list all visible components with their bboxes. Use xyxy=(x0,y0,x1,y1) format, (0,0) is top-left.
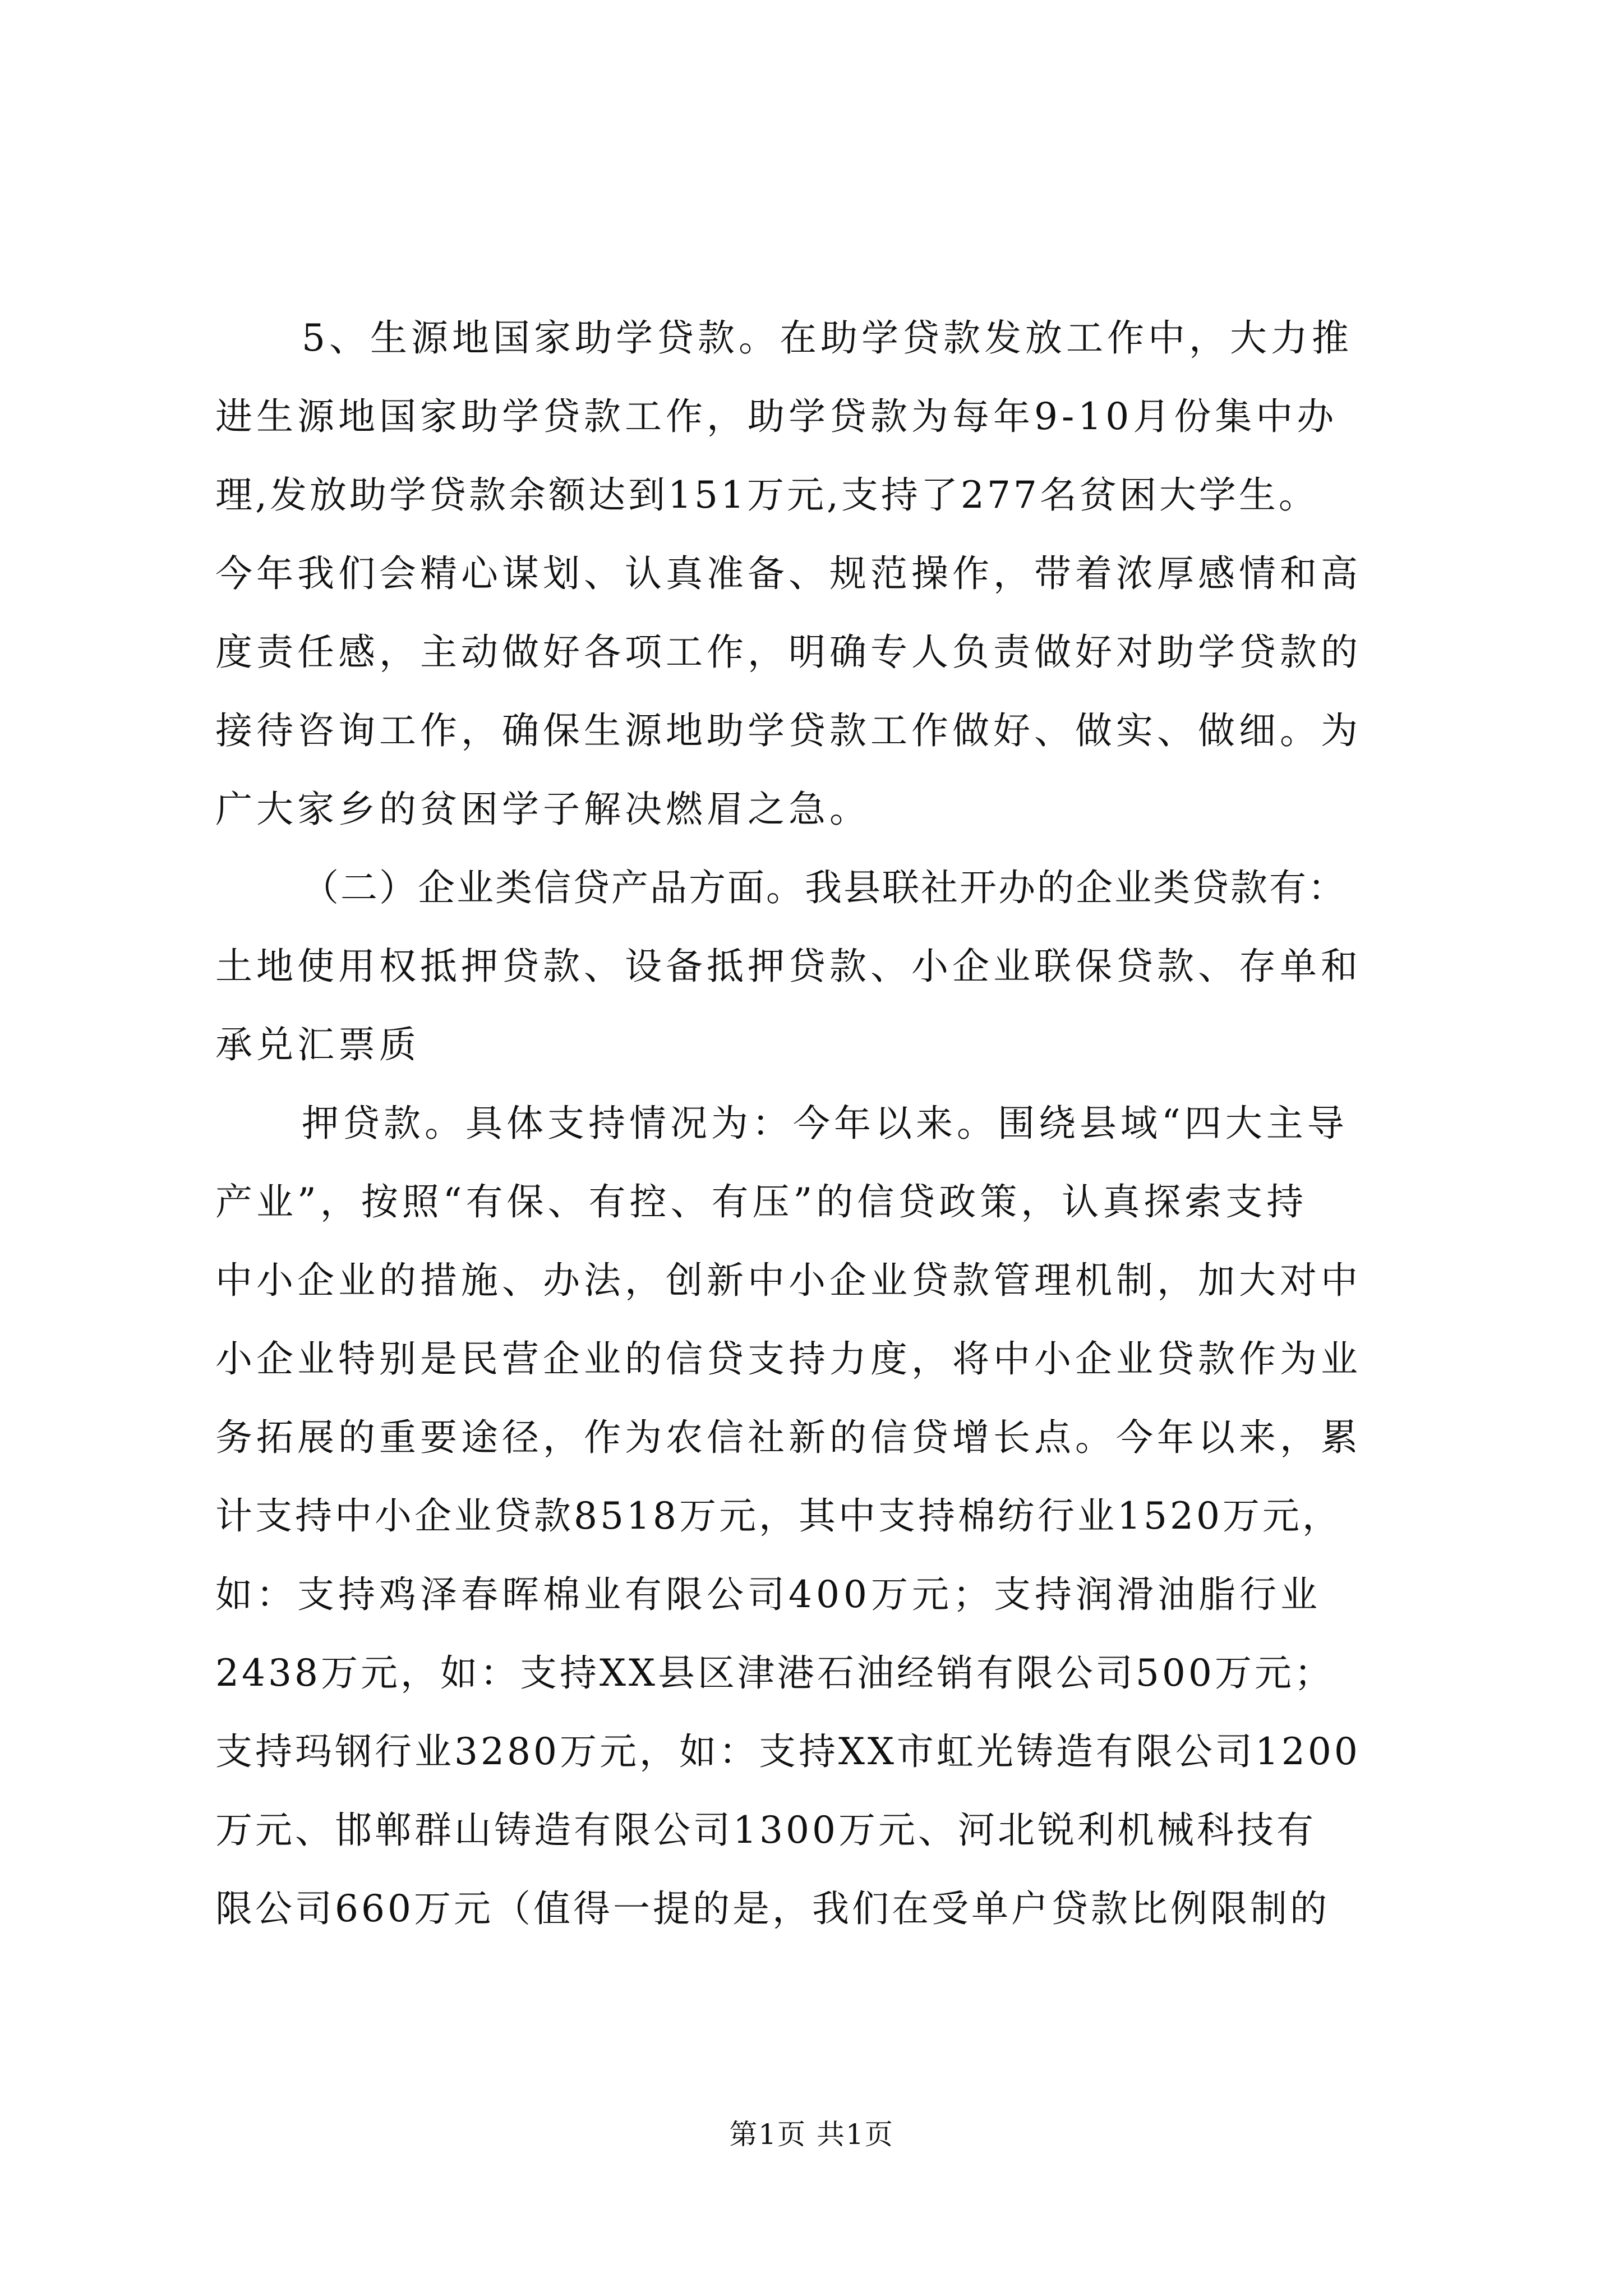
text-line-17: 如：支持鸡泽春晖棉业有限公司400万元；支持润滑油脂行业 xyxy=(215,1573,1321,1616)
text-line-11: 押贷款。具体支持情况为：今年以来。围绕县域“四大主导 xyxy=(302,1102,1348,1145)
text-line-18: 2438万元，如：支持XX县区津港石油经销有限公司500万元； xyxy=(215,1651,1334,1695)
text-line-1: 5、生源地国家助学贷款。在助学贷款发放工作中，大力推 xyxy=(302,316,1353,360)
page-footer: 第1页 共1页 xyxy=(729,2118,894,2151)
text-line-13: 中小企业的措施、办法，创新中小企业贷款管理机制，加大对中 xyxy=(215,1259,1362,1302)
text-line-3: 理,发放助学贷款余额达到151万元,支持了277名贫困大学生。 xyxy=(215,473,1318,517)
text-line-20: 万元、邯郸群山铸造有限公司1300万元、河北锐利机械科技有 xyxy=(215,1809,1316,1852)
text-line-8: （二）企业类信贷产品方面。我县联社开办的企业类贷款有： xyxy=(302,866,1347,909)
text-line-7: 广大家乡的贫困学子解决燃眉之急。 xyxy=(215,788,870,831)
text-line-10: 承兑汇票质 xyxy=(215,1023,420,1066)
text-line-15: 务拓展的重要途径，作为农信社新的信贷增长点。今年以来，累 xyxy=(215,1416,1362,1459)
text-line-21: 限公司660万元（值得一提的是，我们在受单户贷款比例限制的 xyxy=(215,1887,1330,1930)
text-line-9: 土地使用权抵押贷款、设备抵押贷款、小企业联保贷款、存单和 xyxy=(215,945,1362,988)
text-line-16: 计支持中小企业贷款8518万元，其中支持棉纺行业1520万元， xyxy=(215,1494,1342,1538)
text-line-6: 接待咨询工作，确保生源地助学贷款工作做好、做实、做细。为 xyxy=(215,709,1362,752)
text-line-12: 产业”，按照“有保、有控、有压”的信贷政策，认真探索支持 xyxy=(215,1180,1308,1223)
text-line-2: 进生源地国家助学贷款工作，助学贷款为每年9-10月份集中办 xyxy=(215,395,1338,438)
text-line-4: 今年我们会精心谋划、认真准备、规范操作，带着浓厚感情和高 xyxy=(215,552,1362,595)
text-line-14: 小企业特别是民营企业的信贷支持力度，将中小企业贷款作为业 xyxy=(215,1337,1362,1381)
text-line-5: 度责任感，主动做好各项工作，明确专人负责做好对助学贷款的 xyxy=(215,631,1362,674)
text-line-19: 支持玛钢行业3280万元，如：支持XX市虹光铸造有限公司1200 xyxy=(215,1730,1361,1773)
